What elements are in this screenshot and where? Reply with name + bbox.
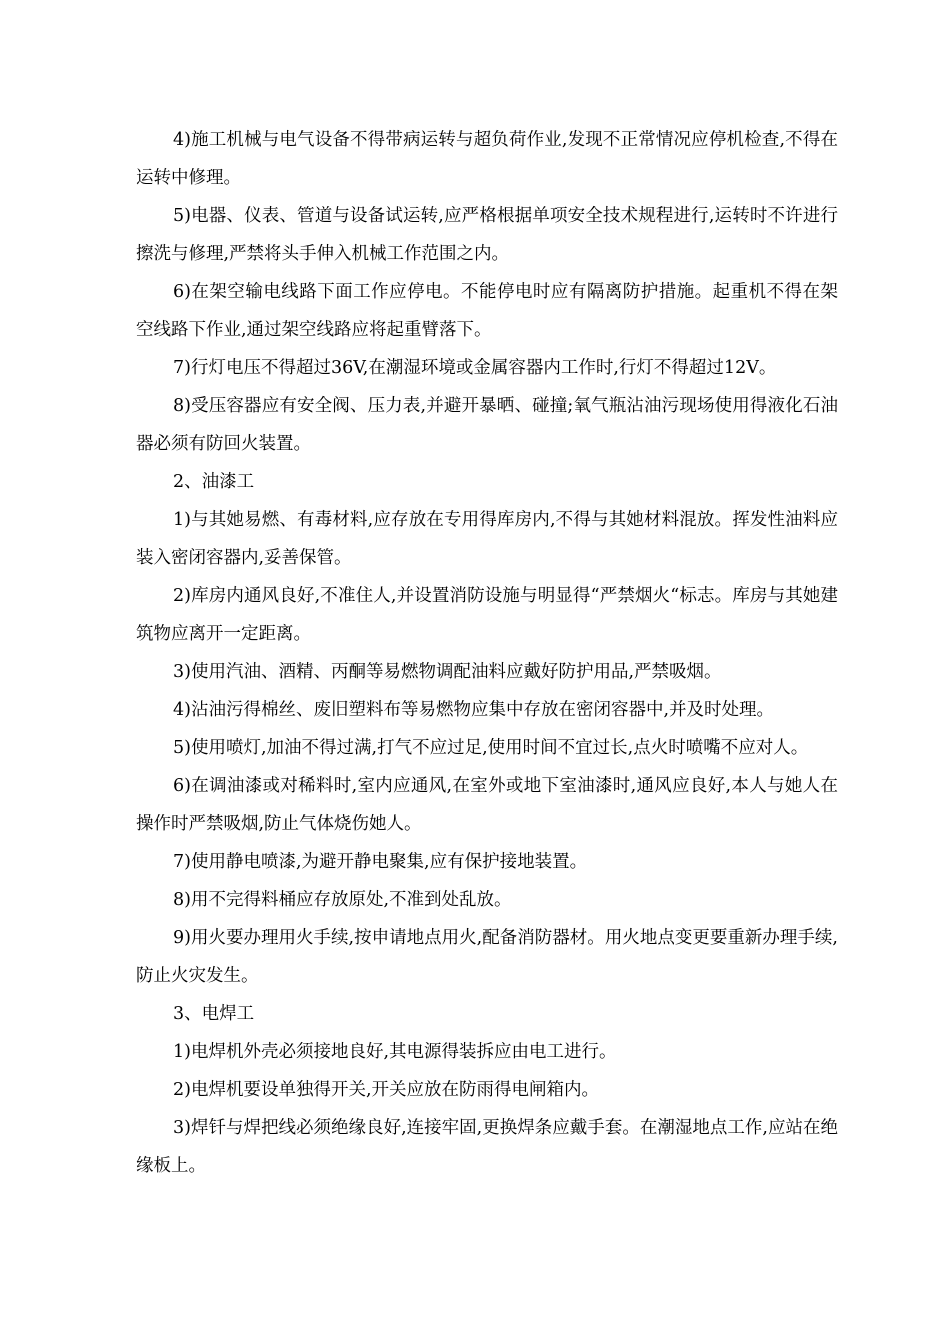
paragraph-painter-5: 5)使用喷灯,加油不得过满,打气不应过足,使用时间不宜过长,点火时喷嘴不应对人。 xyxy=(173,738,809,758)
paragraph-painter-2: 2)库房内通风良好,不准住人,并设置消防设施与明显得“严禁烟火“标志。库房与其她建筑物应离开一定距离。 xyxy=(136,586,838,644)
paragraph-machinery-6: 6)在架空输电线路下面工作应停电。不能停电时应有隔离防护措施。起重机不得在架空线路下作业,通过架空线路应将起重臂落下。 xyxy=(136,282,838,340)
paragraph-painter-7: 7)使用静电喷漆,为避开静电聚集,应有保护接地装置。 xyxy=(173,852,588,872)
paragraph-painter-3: 3)使用汽油、酒精、丙酮等易燃物调配油料应戴好防护用品,严禁吸烟。 xyxy=(173,662,722,682)
paragraph-painter-4: 4)沾油污得棉丝、废旧塑料布等易燃物应集中存放在密闭容器中,并及时处理。 xyxy=(173,700,775,720)
paragraph-welder-1: 1)电焊机外壳必须接地良好,其电源得装拆应由电工进行。 xyxy=(173,1042,617,1062)
paragraph-painter-6: 6)在调油漆或对稀料时,室内应通风,在室外或地下室油漆时,通风应良好,本人与她人在操作时严禁吸烟,防止气体烧伤她人。 xyxy=(136,776,838,834)
section-heading-painter: 2、油漆工 xyxy=(173,472,255,492)
section-heading-welder: 3、电焊工 xyxy=(173,1004,255,1024)
paragraph-machinery-7: 7)行灯电压不得超过36V,在潮湿环境或金属容器内工作时,行灯不得超过12V。 xyxy=(173,358,777,378)
paragraph-machinery-5: 5)电器、仪表、管道与设备试运转,应严格根据单项安全技术规程进行,运转时不许进行擦洗与修理,严禁将头手伸入机械工作范围之内。 xyxy=(136,206,838,264)
paragraph-welder-2: 2)电焊机要设单独得开关,开关应放在防雨得电闸箱内。 xyxy=(173,1080,600,1100)
paragraph-painter-8: 8)用不完得料桶应存放原处,不准到处乱放。 xyxy=(173,890,512,910)
paragraph-welder-3: 3)焊钎与焊把线必须绝缘良好,连接牢固,更换焊条应戴手套。在潮湿地点工作,应站在绝缘板上。 xyxy=(136,1118,838,1176)
paragraph-machinery-4: 4)施工机械与电气设备不得带病运转与超负荷作业,发现不正常情况应停机检查,不得在运转中修理。 xyxy=(136,130,838,188)
paragraph-painter-9: 9)用火要办理用火手续,按申请地点用火,配备消防器材。用火地点变更要重新办理手续,防止火灾发生。 xyxy=(136,928,838,986)
document-body xyxy=(136,121,838,1185)
paragraph-machinery-8: 8)受压容器应有安全阀、压力表,并避开暴晒、碰撞;氧气瓶沾油污现场使用得液化石油器必须有防回火装置。 xyxy=(136,396,838,454)
paragraph-painter-1: 1)与其她易燃、有毒材料,应存放在专用得库房内,不得与其她材料混放。挥发性油料应装入密闭容器内,妥善保管。 xyxy=(136,510,838,568)
